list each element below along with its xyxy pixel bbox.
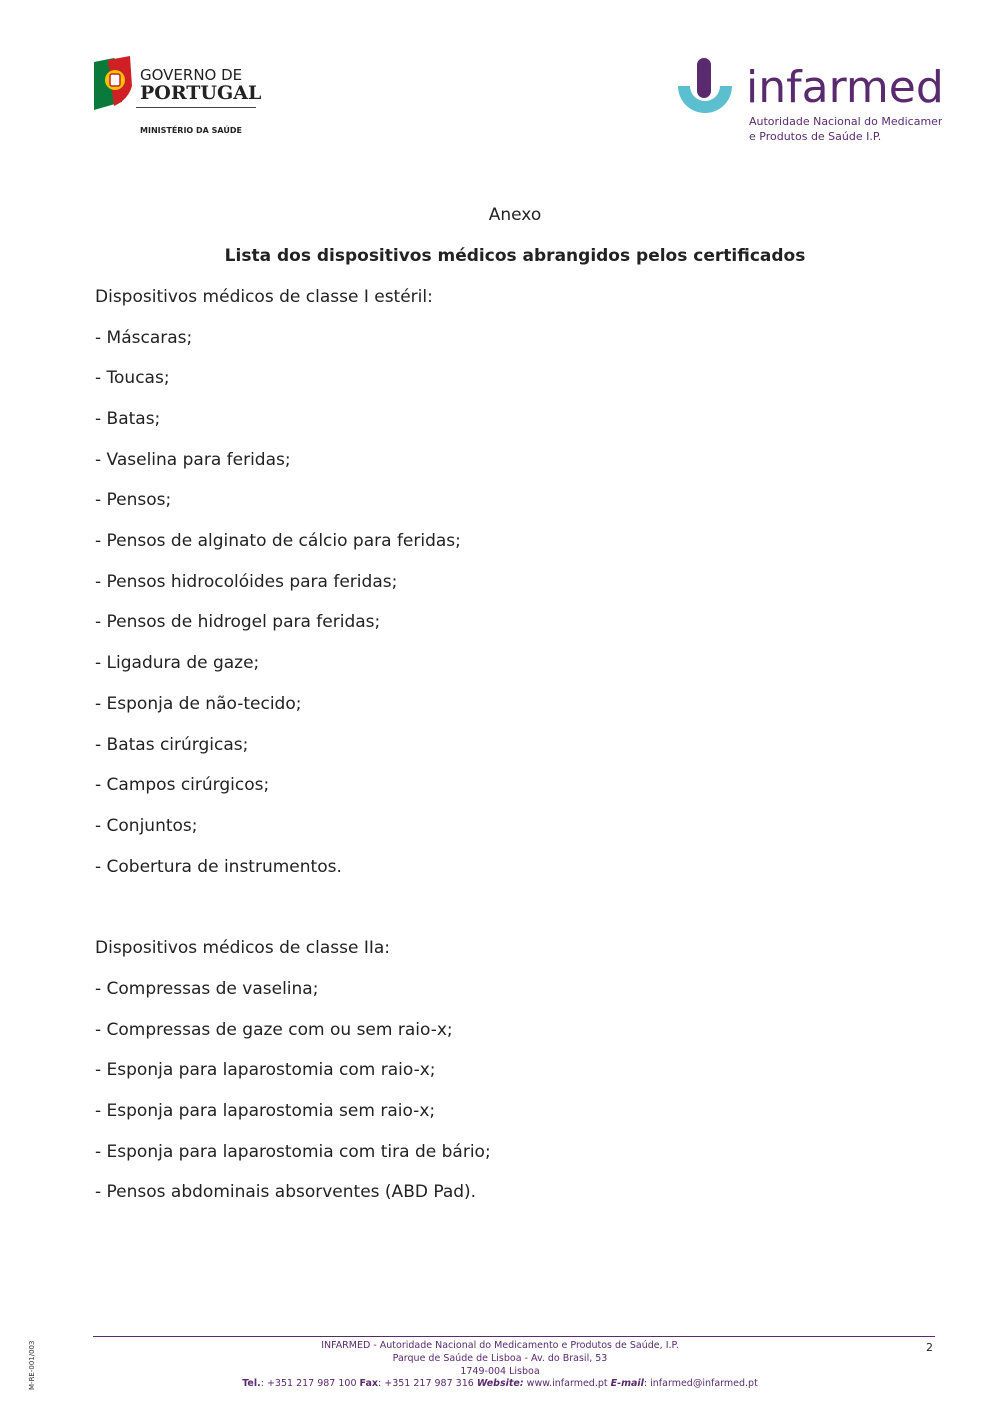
document-heading: Lista dos dispositivos médicos abrangidos pelos certificados [224, 246, 806, 266]
document-code: M-RE-001/003 [28, 1340, 36, 1390]
email-label: E-mail [610, 1378, 644, 1389]
list-item: - Pensos de hidrogel para feridas; [95, 612, 381, 632]
website-link[interactable]: www.infarmed.pt [523, 1378, 608, 1389]
tel-label: Tel. [242, 1378, 261, 1389]
list-item: - Conjuntos; [95, 816, 198, 836]
website-label: Website: [476, 1378, 524, 1389]
infarmed-logo-sub2: e Produtos de Saúde I.P. [749, 130, 882, 143]
list-item: - Vaselina para feridas; [95, 450, 291, 470]
list-item: - Toucas; [95, 368, 170, 388]
list-item: - Pensos abdominais absorventes (ABD Pad). [95, 1182, 477, 1202]
fax-value: : +351 217 987 316 [378, 1378, 474, 1389]
footer-contacts [0, 1378, 1000, 1391]
footer-line2: Parque de Saúde de Lisboa - Av. do Brasil, 53 [392, 1353, 608, 1364]
list-item: - Esponja de não-tecido; [95, 694, 302, 714]
list-item: - Batas; [95, 409, 161, 429]
governo-de-portugal-logo [92, 56, 267, 140]
list-item: - Esponja para laparostomia com tira de bário; [95, 1142, 491, 1162]
gov-logo-line1: GOVERNO DE [140, 66, 243, 84]
list-item: - Esponja para laparostomia com raio-x; [95, 1060, 436, 1080]
list-item: - Esponja para laparostomia sem raio-x; [95, 1101, 436, 1121]
list-item: - Cobertura de instrumentos. [95, 857, 342, 877]
email-link[interactable]: : infarmed@infarmed.pt [643, 1378, 758, 1389]
footer-divider [93, 1336, 935, 1337]
gov-logo-ministry: MINISTÉRIO DA SAÚDE [140, 126, 242, 135]
list-item: - Batas cirúrgicas; [95, 735, 249, 755]
list-item: - Pensos hidrocolóides para feridas; [95, 572, 398, 592]
list-item: - Pensos; [95, 490, 172, 510]
annex-label: Anexo [488, 205, 542, 225]
class-i-title: Dispositivos médicos de classe I estéril: [95, 287, 433, 307]
infarmed-logo-sub1: Autoridade Nacional do Medicamento [749, 115, 942, 128]
tel-value: : +351 217 987 100 [260, 1378, 357, 1389]
footer-line3: 1749-004 Lisboa [460, 1366, 540, 1377]
fax-label: Fax [359, 1378, 379, 1389]
list-item: - Ligadura de gaze; [95, 653, 260, 673]
list-item: - Compressas de gaze com ou sem raio-x; [95, 1020, 453, 1040]
class-iia-title: Dispositivos médicos de classe IIa: [95, 938, 390, 958]
list-item: - Máscaras; [95, 328, 193, 348]
list-item: - Compressas de vaselina; [95, 979, 319, 999]
infarmed-logo [672, 56, 942, 148]
footer-line1: INFARMED - Autoridade Nacional do Medicamento e Produtos de Saúde, I.P. [321, 1340, 679, 1351]
gov-logo-line2: PORTUGAL [140, 82, 262, 104]
infarmed-logo-name: infarmed [746, 62, 942, 113]
list-item: - Campos cirúrgicos; [95, 775, 270, 795]
page-number: 2 [926, 1341, 933, 1354]
list-item: - Pensos de alginato de cálcio para feridas; [95, 531, 461, 551]
